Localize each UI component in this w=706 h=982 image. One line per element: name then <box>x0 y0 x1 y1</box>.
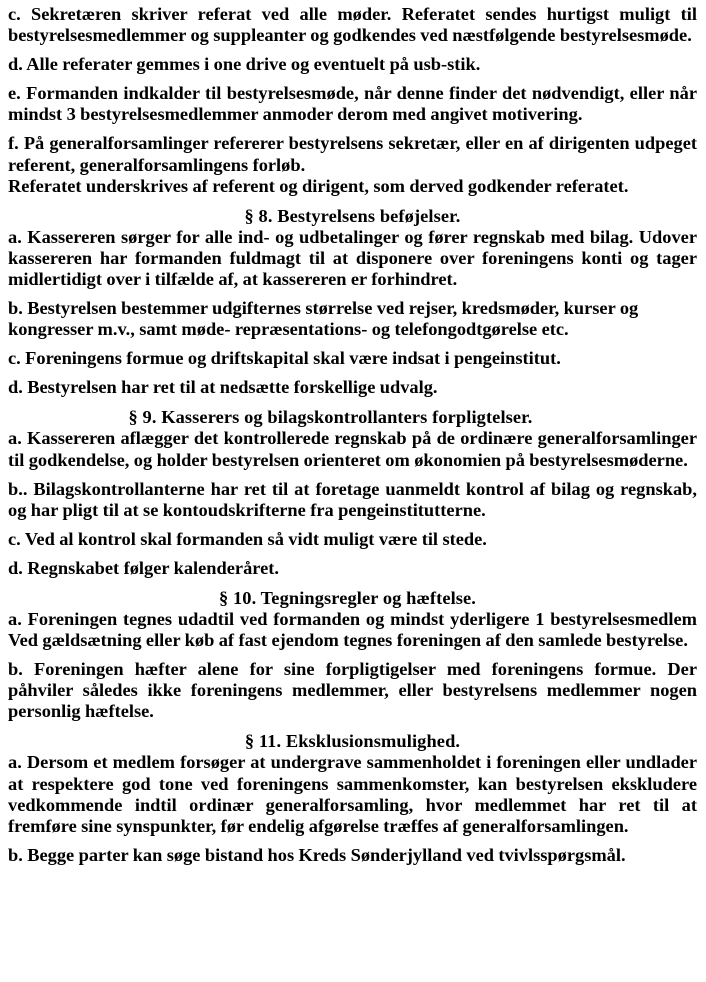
heading-section-10: § 10. Tegningsregler og hæftelse. <box>218 587 477 608</box>
paragraph-section9-b: b.. Bilagskontrollanterne har ret til at foretage uanmeldt kontrol af bilag og regnskab, og har pligt til at se kontoudskrifterne fra pengeinstitutterne. <box>8 478 697 520</box>
paragraph-section7-f: f. På generalforsamlinger refererer bestyrelsens sekretær, eller en af dirigenten udpeget referent, generalforsamlingens forløb. <box>8 133 697 175</box>
paragraph-section10-a: a. Foreningen tegnes udadtil ved formanden og mindst yderligere 1 bestyrelsesmedlem Ved gældsætning eller køb af fast ejendom tegnes foreningen af den samlede bestyrelse. <box>8 608 697 651</box>
paragraph-section8-a: a. Kassereren sørger for alle ind- og udbetalinger og fører regnskab med bilag. Udover kassereren har formanden fuldmagt til at disponere over foreningens konti og tager midlertidigt over i tilfælde af, at kassereren er forhindret. <box>8 226 697 289</box>
paragraph-section8-b: b. Bestyrelsen bestemmer udgifternes størrelse ved rejser, kredsmøder, kurser og kongresser m.v., samt møde- repræsentations- og telefongodtgørelse etc. <box>8 298 639 340</box>
paragraph-section10-b: b. Foreningen hæfter alene for sine forpligtigelser med foreningens formue. Der påhviler således ikke foreningens medlemmer, eller bestyrelsens medlemmer nogen personlig hæftelse. <box>8 659 697 722</box>
heading-section-9: § 9. Kasserers og bilagskontrollanters forpligtelser. <box>128 407 533 428</box>
document-body <box>8 4 697 866</box>
paragraph-section11-a: a. Dersom et medlem forsøger at undergrave sammenholdet i foreningen eller undlader at respektere god tone ved foreningens sammenkomster, kan bestyrelsen ekskludere vedkommende indtil ordinær generalforsamling, hvor medlemmet har ret til at fremføre sine synspunkter, før endelig afgørelse træffes af generalforsamlingen. <box>8 752 697 836</box>
paragraph-section9-c: c. Ved al kontrol skal formanden så vidt muligt være til stede. <box>8 528 487 549</box>
paragraph-section8-c: c. Foreningens formue og driftskapital skal være indsat i pengeinstitut. <box>8 348 561 369</box>
heading-section-8: § 8. Bestyrelsens beføjelser. <box>244 205 461 226</box>
paragraph-section9-a: a. Kassereren aflægger det kontrollerede regnskab på de ordinære generalforsamlinger til godkendelse, og holder bestyrelsen orienteret om økonomien på bestyrelsesmøderne. <box>8 428 697 470</box>
paragraph-section7-f-continued: Referatet underskrives af referent og dirigent, som derved godkender referatet. <box>8 175 629 196</box>
paragraph-section7-e: e. Formanden indkalder til bestyrelsesmøde, når denne finder det nødvendigt, eller når mindst 3 bestyrelsesmedlemmer anmoder derom med angivet motivering. <box>8 83 697 125</box>
paragraph-section11-b: b. Begge parter kan søge bistand hos Kreds Sønderjylland ved tvivlsspørgsmål. <box>8 844 626 865</box>
paragraph-section9-d: d. Regnskabet følger kalenderåret. <box>8 557 279 578</box>
paragraph-section8-d: d. Bestyrelsen har ret til at nedsætte forskellige udvalg. <box>8 377 438 398</box>
paragraph-section7-d: d. Alle referater gemmes i one drive og eventuelt på usb-stik. <box>8 54 481 75</box>
paragraph-section7-c: c. Sekretæren skriver referat ved alle møder. Referatet sendes hurtigst muligt til bestyrelsesmedlemmer og suppleanter og godkendes ved næstfølgende bestyrelsesmøde. <box>8 4 697 46</box>
heading-section-11: § 11. Eksklusionsmulighed. <box>244 731 461 752</box>
